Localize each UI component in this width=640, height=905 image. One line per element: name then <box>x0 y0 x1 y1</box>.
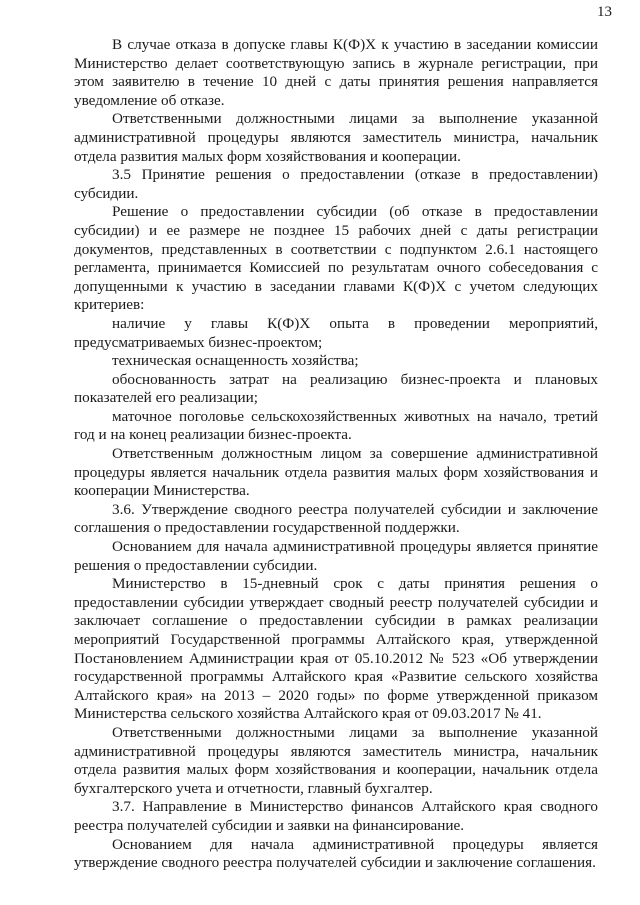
section-heading-3-7: 3.7. Направление в Министерство финансов Алтайского края сводного реестра получателей субсидии и заявки на финансирование. <box>74 798 598 834</box>
document-body <box>74 36 598 873</box>
paragraph-responsible-official: Ответственным должностным лицом за совершение административной процедуры является начальник отдела развития малых форм хозяйствования и кооперации Министерства. <box>74 445 598 500</box>
section-heading-3-5: 3.5 Принятие решения о предоставлении (отказе в предоставлении) субсидии. <box>74 166 598 202</box>
page-number: 13 <box>597 4 612 20</box>
criterion-cost-justification: обоснованность затрат на реализацию бизнес-проекта и плановых показателей его реализации; <box>74 370 598 407</box>
criterion-experience: наличие у главы К(Ф)Х опыта в проведении мероприятий, предусматриваемых бизнес-проектом; <box>74 314 598 351</box>
paragraph-subsidy-decision: Решение о предоставлении субсидии (об отказе в предоставлении субсидии) и ее размере не позднее 15 рабочих дней с даты регистрации документов, представленных в соответствии с подпунктом 2.6.1 настоящего регламента, принимается Комиссией по результатам очного собеседования с допущенными к участию в заседании главами К(Ф)Х с учетом следующих критериев: <box>74 203 598 314</box>
paragraph-basis-registry: Основанием для начала административной процедуры является утверждение сводного реестра получателей субсидии и заключение соглашения. <box>74 835 598 872</box>
criterion-equipment: техническая оснащенность хозяйства; <box>112 352 359 370</box>
paragraph-responsible-officials: Ответственными должностными лицами за выполнение указанной административной процедуры являются заместитель министра, начальник отдела развития малых форм хозяйствования и кооперации. <box>74 110 598 165</box>
paragraph-responsible-officials-2: Ответственными должностными лицами за выполнение указанной административной процедуры являются заместитель министра, начальник отдела развития малых форм хозяйствования и кооперации, начальник отдела бухгалтерского учета и отчетности, главный бухгалтер. <box>74 723 598 797</box>
section-heading-3-6: 3.6. Утверждение сводного реестра получателей субсидии и заключение соглашения о предоставлении государственной поддержки. <box>74 500 598 537</box>
paragraph-registry-approval: Министерство в 15-дневный срок с даты принятия решения о предоставлении субсидии утверждает сводный реестр получателей субсидии и заключает соглашение о предоставлении субсидии в рамках реализации мероприятий Государственной программы Алтайского края, утвержденной Постановлением Администрации края от 05.10.2012 № 523 «Об утверждении государственной программы Алтайского края «Развитие сельского хозяйства Алтайского края» на 2013 – 2020 годы» по форме утвержденной приказом Министерства сельского хозяйства Алтайского края от 09.03.2017 № 41. <box>74 575 598 723</box>
criterion-livestock: маточное поголовье сельскохозяйственных животных на начало, третий год и на конец реализации бизнес-проекта. <box>74 407 598 444</box>
paragraph-basis-decision: Основанием для начала административной процедуры является принятие решения о предоставлении субсидии. <box>74 538 598 574</box>
paragraph-refusal-notice: В случае отказа в допуске главы К(Ф)Х к участию в заседании комиссии Министерство делает соответствующую запись в журнале регистрации, при этом заявителю в течение 10 дней с даты принятия решения направляется уведомление об отказе. <box>74 36 598 109</box>
